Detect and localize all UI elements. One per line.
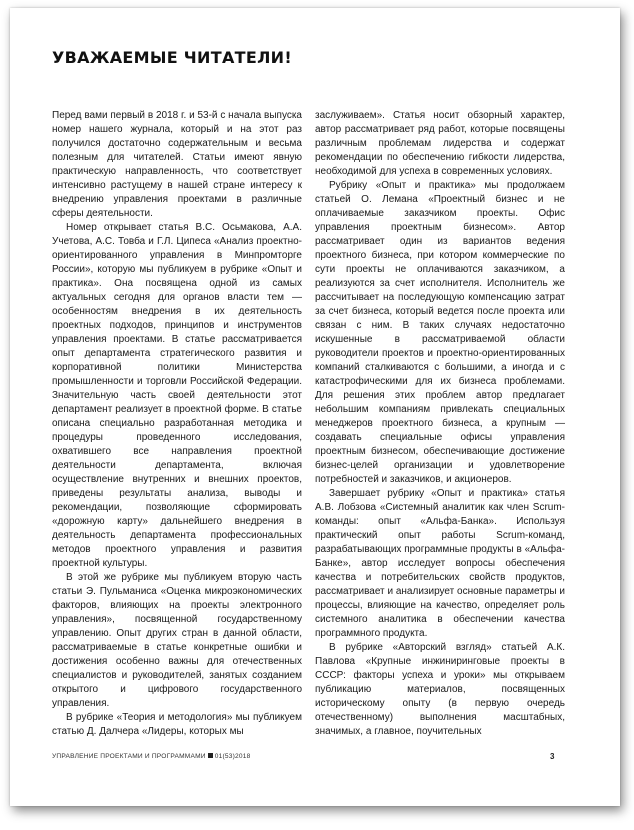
paragraph: заслуживаем». Статья носит обзорный характер, автор рассматривает ряд работ, которые посвящены различным проблемам лидерства и содержат рекомендации по обеспечению гибкости лидерства, необходимой для успеха в современных условиях. xyxy=(315,110,565,177)
paragraph: Перед вами первый в 2018 г. и 53-й с начала выпуска номер нашего журнала, который и на этот раз получился достаточно содержательным и весьма полезным для читателей. Статьи имеют явную практическую направленность, что соответствует интенсивно растущему в нашей стране интересу к внедрению управления проектами в различные сферы деятельности. xyxy=(52,110,302,219)
paragraph: Завершает рубрику «Опыт и практика» статья А.В. Лобзова «Системный аналитик как член Scrum-команды: опыт «Альфа-Банка». Используя практический опыт работы Scrum-команд, разрабатывающих программные продукты в «Альфа-Банке», автор исследует вопросы обеспечения качества и потребительских свойств продуктов, рассматривает и анализирует основные параметры и процессы, влияющие на качество, определяет роль системного аналитика в обеспечении качества программного продукта. xyxy=(315,488,565,639)
separator-square-icon xyxy=(208,753,213,758)
journal-page xyxy=(10,8,620,806)
page-title: УВАЖАЕМЫЕ ЧИТАТЕЛИ! xyxy=(52,48,292,67)
journal-name: УПРАВЛЕНИЕ ПРОЕКТАМИ И ПРОГРАММАМИ xyxy=(52,753,206,760)
issue-number: 01(53)2018 xyxy=(214,753,251,760)
paragraph: В рубрике «Авторский взгляд» статьей А.К. Павлова «Крупные инжиниринговые проекты в СССР: факторы успеха и уроки» мы открываем публикацию материалов, посвященных историческому опыту (в первую очередь отечественному) выполнения масштабных, значимых, а главное, поучительных xyxy=(315,642,565,737)
left-column xyxy=(52,109,302,739)
paragraph: В этой же рубрике мы публикуем вторую часть статьи Э. Пульманиса «Оценка микроэкономических факторов, влияющих на проекты электронного управления», посвященной государственному управлению. Опыт других стран в данной области, рассматриваемые в статье конкретные ошибки и достижения особенно важны для отечественных специалистов и руководителей, занятых созданием открытого и цифрового государственного управления. xyxy=(52,572,302,709)
right-column xyxy=(315,109,565,739)
paragraph: В рубрике «Теория и методология» мы публикуем статью Д. Далчера «Лидеры, которых мы xyxy=(52,712,302,737)
paragraph: Рубрику «Опыт и практика» мы продолжаем статьей О. Лемана «Проектный бизнес и не оплачиваемые заказчиком проекты. Офис управления проектным бизнесом». Автор рассматривает один из вариантов ведения проектного бизнеса, при котором коммерческие по сути проекты не оплачиваются заказчиком, а реализуются за счет исполнителя. Исполнитель же рассчитывает на последующую компенсацию затрат за счет бизнеса, который ведется после проекта или связан с ним. В таких случаях недостаточно искушенные в рассматриваемой области руководители проектов и проектно-ориентированных компаний сталкиваются с большими, а иногда и с катастрофическими для их бизнеса проблемами. Для решения этих проблем автор предлагает небольшим компаниям привлекать специальных менеджеров проектного бизнеса, а крупным — создавать специальные офисы управления проектным бизнесом, обеспечивающие достижение бизнес-целей организации и удовлетворение потребностей и заказчиков, и акционеров. xyxy=(315,180,565,485)
page-number: 3 xyxy=(550,752,555,761)
paragraph: Номер открывает статья В.С. Осьмакова, А.А. Учетова, А.С. Товба и Г.Л. Ципеса «Анализ проектно-ориентированного управления в Минпромторге России», которую мы публикуем в рубрике «Опыт и практика». Она посвящена одной из самых актуальных сегодня для органов власти тем — особенностям внедрения в их деятельность проектных подходов, принципов и инструментов управления проектами. В статье рассматривается опыт департамента стратегического развития и корпоративной политики Министерства промышленности и торговли Российской Федерации. Значительную часть своей деятельности этот департамент реализует в проектной форме. В статье описана специально разработанная методика и процедуры проведенного исследования, охватившего все направления проектной деятельности департамента, включая осуществление внутренних и внешних проектов, приведены результаты анализа, выводы и рекомендации, позволяющие сформировать «дорожную карту» дальнейшего внедрения в деятельность департамента профессиональных методов проектного управления и развития проектной культуры. xyxy=(52,222,302,569)
footer-journal-info xyxy=(52,753,250,760)
